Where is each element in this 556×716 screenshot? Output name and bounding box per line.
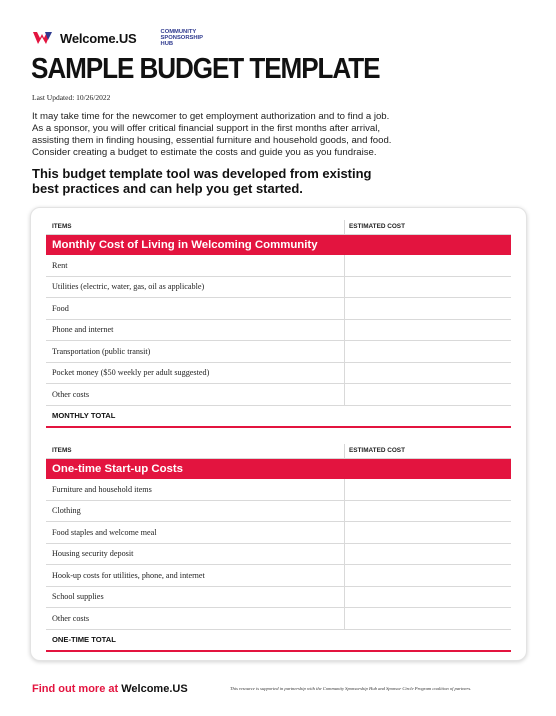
table-row [46, 565, 511, 587]
page-title: SAMPLE BUDGET TEMPLATE [31, 53, 380, 85]
table-row [46, 277, 511, 299]
row-label: Phone and internet [52, 325, 114, 335]
table-row [46, 255, 511, 277]
estimated-cost-cell[interactable] [344, 277, 511, 298]
last-updated: Last Updated: 10/26/2022 [32, 93, 111, 102]
estimated-cost-cell[interactable] [344, 320, 511, 341]
estimated-cost-cell[interactable] [344, 384, 511, 405]
table-row [46, 363, 511, 385]
row-label: Clothing [52, 506, 81, 516]
col-cost-header: ESTIMATED COST [344, 444, 511, 458]
total-row [46, 406, 511, 429]
estimated-cost-cell[interactable] [344, 363, 511, 384]
row-label: Rent [52, 260, 68, 270]
row-label: Other costs [52, 389, 90, 399]
row-label: Hook-up costs for utilities, phone, and internet [52, 570, 205, 580]
table-row [46, 320, 511, 342]
row-label: Food staples and welcome meal [52, 527, 157, 537]
col-cost-header: ESTIMATED COST [344, 220, 511, 234]
hub-line: HUB [160, 41, 174, 47]
estimated-cost-cell[interactable] [344, 608, 511, 629]
row-label: Transportation (public transit) [52, 346, 151, 356]
estimated-cost-cell[interactable] [344, 522, 511, 543]
table-header [46, 444, 511, 459]
cta-prefix: Find out more at [32, 683, 122, 695]
budget-card [30, 207, 527, 661]
row-label: Other costs [52, 613, 90, 623]
table-row [46, 544, 511, 566]
welcome-us-logo-icon [32, 30, 56, 46]
section-header: Monthly Cost of Living in Welcoming Community [46, 235, 511, 255]
total-label: MONTHLY TOTAL [52, 411, 116, 421]
estimated-cost-cell[interactable] [344, 544, 511, 565]
hub-line: SPONSORSHIP [160, 35, 204, 41]
total-row [46, 630, 511, 653]
estimated-cost-cell[interactable] [344, 565, 511, 586]
total-cost-cell[interactable] [344, 630, 511, 651]
table-row [46, 501, 511, 523]
subheading: This budget template tool was developed from existing best practices and can help you get started. [32, 166, 372, 196]
find-out-more-link[interactable] [32, 683, 188, 695]
table-row [46, 384, 511, 406]
footer-note: This resource is supported in partnership with the Community Sponsorship Hub and Sponsor Circle Program coalition of partners. [230, 686, 472, 691]
monthly-budget-table [46, 220, 511, 428]
row-label: Utilities (electric, water, gas, oil as applicable) [52, 282, 205, 292]
total-cost-cell[interactable] [344, 406, 511, 427]
hub-line: COMMUNITY [160, 29, 197, 35]
table-row [46, 341, 511, 363]
intro-paragraph: It may take time for the newcomer to get employment authorization and to find a job. As a sponsor, you will offer critical financial support in the first months after arrival, assisting them in finding housing, essential furniture and household goods, and food. Consider creating a budget to estimate the costs and guide you as you fundraise. [32, 111, 392, 158]
row-label: Food [52, 303, 69, 313]
brand-name: Welcome.US [60, 30, 137, 46]
total-label: ONE-TIME TOTAL [52, 635, 116, 645]
col-items-header: ITEMS [52, 223, 72, 230]
row-label: Pocket money ($50 weekly per adult suggested) [52, 368, 210, 378]
estimated-cost-cell[interactable] [344, 255, 511, 276]
table-row [46, 522, 511, 544]
table-row [46, 298, 511, 320]
estimated-cost-cell[interactable] [344, 298, 511, 319]
hub-logo-text [161, 29, 204, 47]
estimated-cost-cell[interactable] [344, 341, 511, 362]
section-header: One-time Start-up Costs [46, 459, 511, 479]
table-row [46, 587, 511, 609]
row-label: Furniture and household items [52, 484, 152, 494]
row-label: Housing security deposit [52, 549, 134, 559]
col-items-header: ITEMS [52, 447, 72, 454]
table-row [46, 479, 511, 501]
row-label: School supplies [52, 592, 104, 602]
estimated-cost-cell[interactable] [344, 587, 511, 608]
estimated-cost-cell[interactable] [344, 479, 511, 500]
table-header [46, 220, 511, 235]
header [32, 26, 203, 50]
estimated-cost-cell[interactable] [344, 501, 511, 522]
startup-budget-table [46, 444, 511, 652]
table-row [46, 608, 511, 630]
cta-site: Welcome.US [121, 683, 188, 695]
